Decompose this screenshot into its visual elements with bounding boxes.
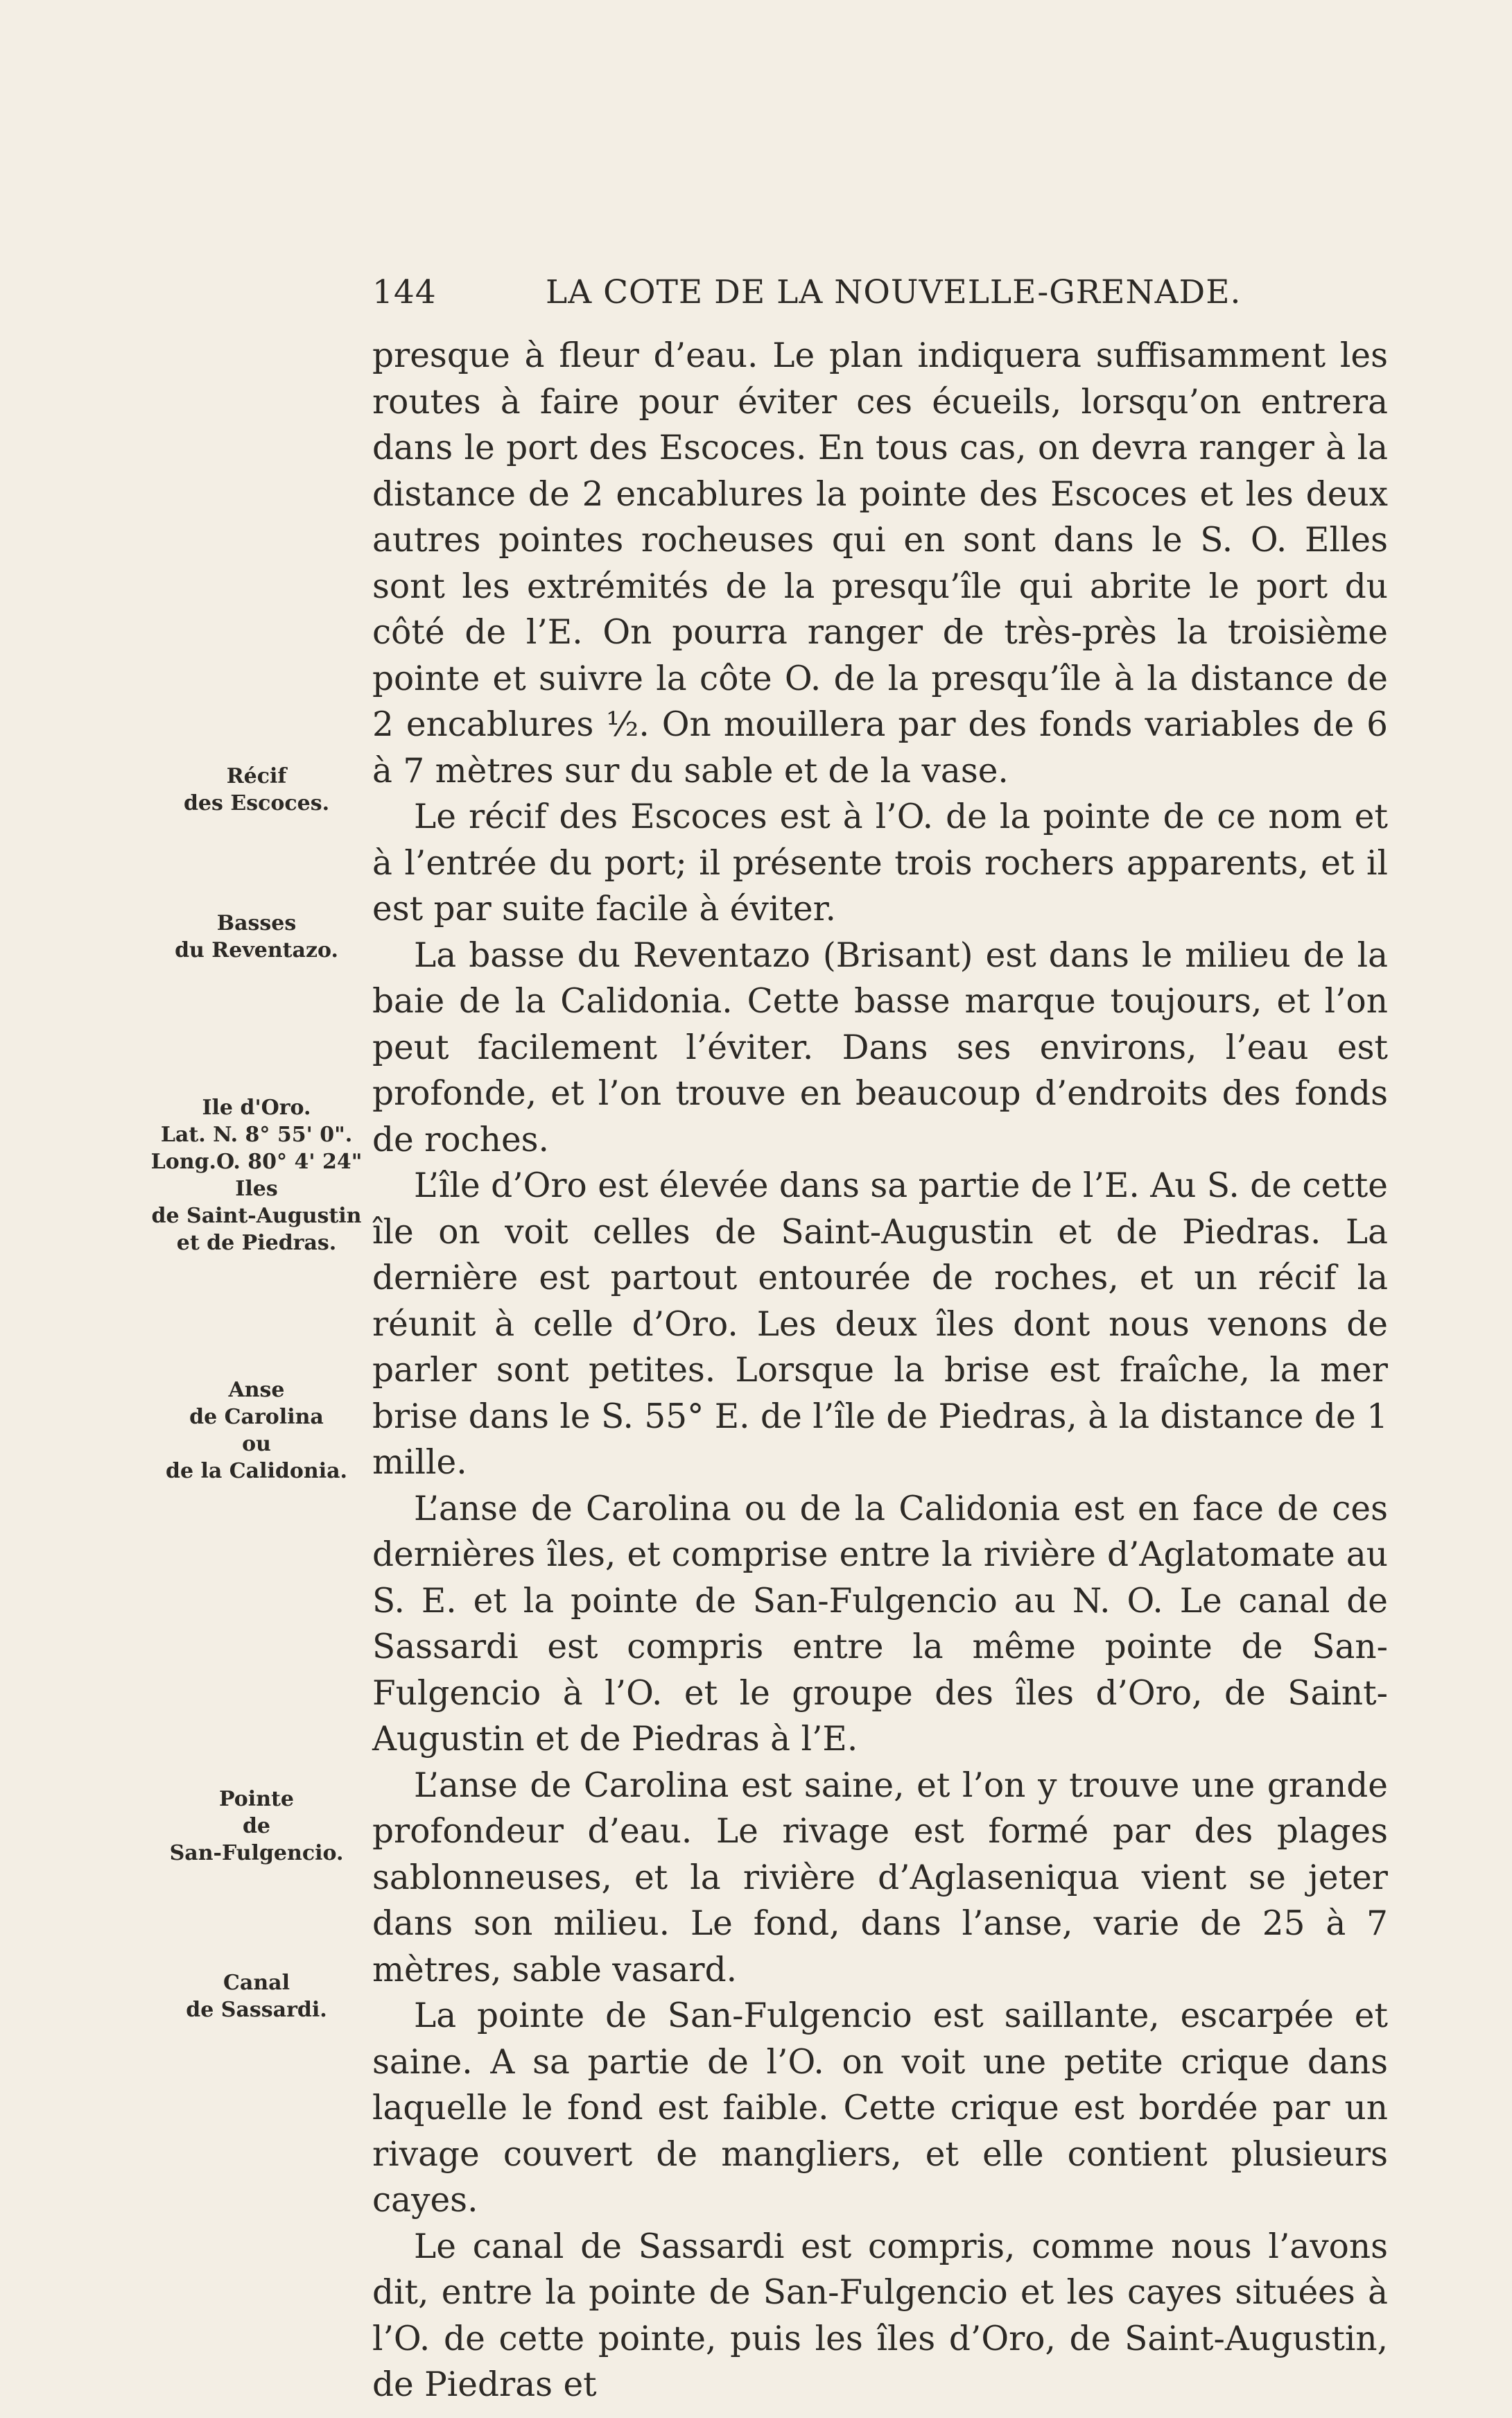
body-text [372,333,1388,2408]
margin-note-ile-oro: Ile d'Oro. Lat. N. 8° 55' 0". Long.O. 80° 4' 24" Iles de Saint-Augustin et de Piedras. [150,1096,363,1255]
running-header [372,268,1388,316]
paragraph-continuation: presque à fleur d’eau. Le plan indiquera suffisamment les routes à faire pour éviter ces écueils, lorsqu’on entrera dans le port des Escoces. En tous cas, on devra ranger à la distance de 2 encablures la pointe des Escoces et les deux autres pointes rocheuses qui en sont dans le S. O. Elles sont les extrémités de la presqu’île qui abrite le port du côté de l’E. On pourra ranger de très-près la troisième pointe et suivre la côte O. de la presqu’île à la distance de 2 encablures ½. On mouillera par des fonds variables de 6 à 7 mètres sur du sable et de la vase. [372,336,1388,791]
margin-note-recif: Récif des Escoces. [183,764,330,815]
paragraph-canal: Le canal de Sassardi est compris, comme nous l’avons dit, entre la pointe de San-Fulgencio et les cayes situées à l’O. de cette pointe, puis les îles d’Oro, de Saint-Augustin, de Piedras et [372,2227,1388,2404]
page-number: 144 [372,273,437,311]
paragraph-anse: L’anse de Carolina ou de la Calidonia est en face de ces dernières îles, et comprise entre la rivière d’Aglatomate au S. E. et la pointe de San-Fulgencio au N. O. Le canal de Sassardi est compris entre la même pointe de San-Fulgencio à l’O. et le groupe des îles d’Oro, de Saint-Augustin et de Piedras à l’E. [372,1489,1388,1759]
paragraph-basses: La basse du Reventazo (Brisant) est dans le milieu de la baie de la Calidonia. Cette basse marque toujours, et l’on peut facilement l’éviter. Dans ses environs, l’eau est profonde, et l’on trouve en beaucoup d’endroits des fonds de roches. [372,935,1388,1159]
paragraph-pointe: La pointe de San-Fulgencio est saillante, escarpée et saine. A sa partie de l’O. on voit une petite crique dans laquelle le fond est faible. Cette crique est bordée par un rivage couvert de mangliers, et elle contient plusieurs cayes. [372,1996,1388,2220]
margin-note-pointe: Pointe de San-Fulgencio. [169,1787,344,1865]
paragraph-recif: Le récif des Escoces est à l’O. de la pointe de ce nom et à l’entrée du port; il présente trois rochers apparents, et il est par suite facile à éviter. [372,797,1388,929]
running-title: LA COTE DE LA NOUVELLE-GRENADE. [546,273,1242,311]
margin-note-anse: Anse de Carolina ou de la Calidonia. [166,1378,347,1483]
paragraph-ile-oro: L’île d’Oro est élevée dans sa partie de l’E. Au S. de cette île on voit celles de Saint-Augustin et de Piedras. La dernière est partout entourée de roches, et un récif la réunit à celle d’Oro. Les deux îles dont nous venons de parler sont petites. Lorsque la brise est fraîche, la mer brise dans le S. 55° E. de l’île de Piedras, à la distance de 1 mille. [372,1166,1388,1482]
margin-note-basses: Basses du Reventazo. [175,911,338,962]
paragraph-anse-saine: L’anse de Carolina est saine, et l’on y trouve une grande profondeur d’eau. Le rivage est formé par des plages sablonneuses, et la rivière d’Aglaseniqua vient se jeter dans son milieu. Le fond, dans l’anse, varie de 25 à 7 mètres, sable vasard. [372,1765,1388,1989]
margin-note-canal: Canal de Sassardi. [186,1971,327,2022]
